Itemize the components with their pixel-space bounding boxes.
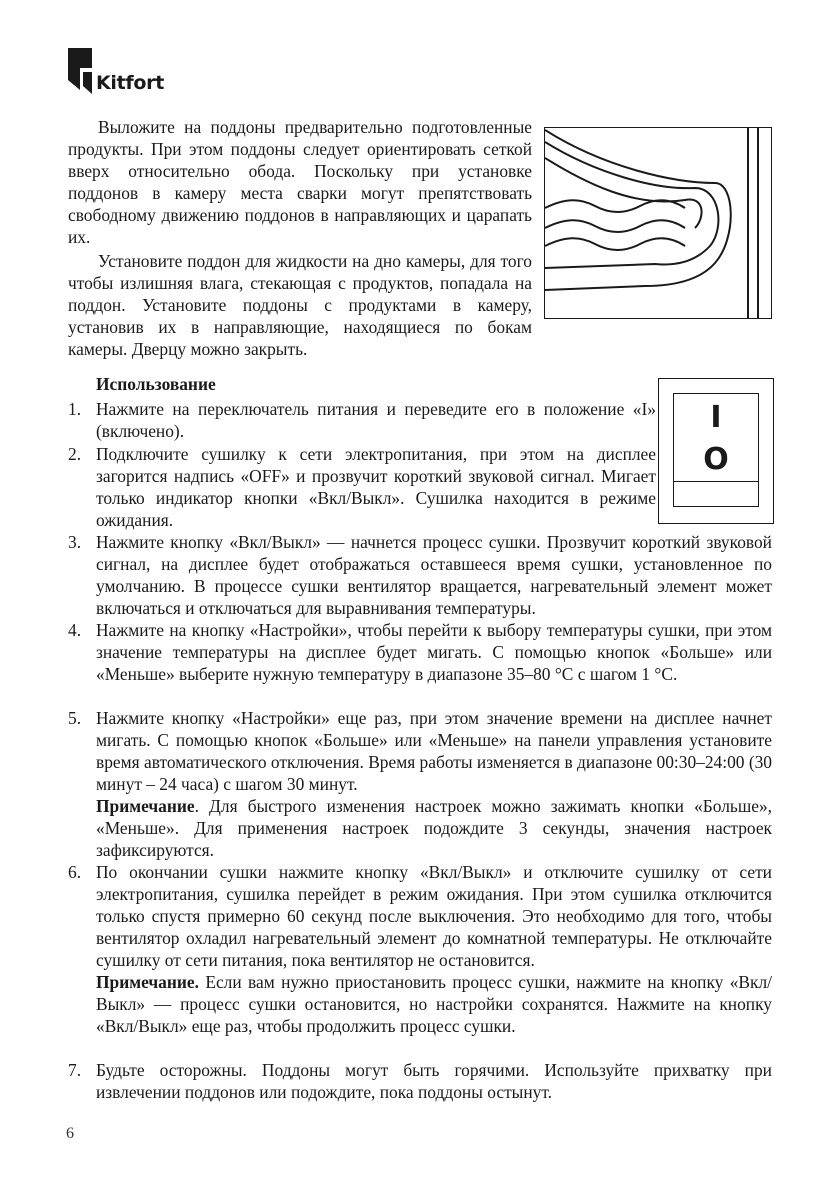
switch-off-symbol: O bbox=[703, 442, 729, 477]
list-item-text: По окончании сушки нажмите кнопку «Вкл/Выкл» и отключите сушилку от сети электропитания, сушилка перейдет в режим ожидания. При этом сушилка отключится только спустя примерно 60 секунд после выключения. Это необходимо для того, чтобы вентилятор охладил нагревательный элемент до комнатной температуры. Не отключайте сушилку от сети питания, пока вентилятор не остановится. bbox=[96, 862, 772, 970]
list-item-text: Будьте осторожны. Поддоны могут быть горячими. Используйте прихватку при извлечении поддонов или подождите, пока поддоны остынут. bbox=[96, 1060, 772, 1102]
switch-on-symbol: I bbox=[710, 400, 722, 435]
note-label: Примечание. bbox=[96, 972, 199, 992]
intro-paragraph-2: Установите поддон для жидкости на дно камеры, для того чтобы излишняя влага, стекающая с продуктов, попадала на поддон. Установите поддоны с продуктами в камеру, установив их в направляющие, находящиеся по бокам камеры. Дверцу можно закрыть. bbox=[68, 251, 532, 359]
usage-heading: Использование bbox=[96, 374, 216, 394]
tray-drawing-icon bbox=[545, 128, 771, 318]
list-number: 4. bbox=[68, 620, 82, 640]
list-item-text: Нажмите кнопку «Настройки» еще раз, при этом значение времени на дисплее начнет мигать. С помощью кнопок «Больше» или «Меньше» на панели управления установите время автоматического отключения. Время работы изменяется в диапазоне 00:30–24:00 (30 минут – 24 часа) с шагом 30 минут. bbox=[96, 708, 772, 794]
note bbox=[96, 971, 772, 1037]
switch-body bbox=[673, 393, 759, 507]
list-number: 3. bbox=[68, 532, 82, 552]
power-switch-illustration bbox=[658, 378, 774, 524]
list-number: 5. bbox=[68, 708, 82, 728]
note-text: Если вам нужно приостановить процесс сушки, нажмите на кнопку «Вкл/Выкл» — процесс сушки остановится, но настройки сохранятся. Нажмите на кнопку «Вкл/Выкл» еще раз, чтобы продолжить процесс сушки. bbox=[96, 972, 772, 1036]
list-number: 7. bbox=[68, 1060, 82, 1080]
list-number: 6. bbox=[68, 862, 82, 882]
list-number: 1. bbox=[68, 399, 82, 419]
note-text: . Для быстрого изменения настроек можно зажимать кнопки «Больше», «Меньше». Для применения настроек подождите 3 секунды, значения настроек зафиксируются. bbox=[96, 796, 772, 860]
list-item-text: Нажмите на переключатель питания и переведите его в положение «I» (включено). bbox=[96, 399, 656, 441]
list-number: 2. bbox=[68, 444, 82, 464]
intro-paragraph-1: Выложите на поддоны предварительно подготовленные продукты. При этом поддоны следует ориентировать сеткой вверх относительно обода. Поскольку при установке поддонов в камеру места сварки могут препятствовать свободному движению поддонов в направляющих и царапать их. bbox=[68, 117, 532, 247]
page-number: 6 bbox=[66, 1125, 74, 1142]
list-item-text: Нажмите кнопку «Вкл/Выкл» — начнется процесс сушки. Прозвучит короткий звуковой сигнал, на дисплее будет отображаться оставшееся время сушки, установленное по умолчанию. В процессе сушки вентилятор вращается, нагревательный элемент может включаться и отключаться для выравнивания температуры. bbox=[96, 532, 772, 618]
switch-divider bbox=[674, 481, 758, 482]
brand-name: Kitfort bbox=[96, 72, 164, 94]
list-item-text: Подключите сушилку к сети электропитания, при этом на дисплее загорится надпись «OFF» и прозвучит короткий звуковой сигнал. Мигает только индикатор кнопки «Вкл/Выкл». Сушилка находится в режиме ожидания. bbox=[96, 444, 656, 530]
note-label: Примечание bbox=[96, 796, 195, 816]
tray-illustration bbox=[544, 127, 772, 319]
note bbox=[96, 795, 772, 861]
list-item-text: Нажмите на кнопку «Настройки», чтобы перейти к выбору температуры сушки, при этом значение температуры на дисплее будет мигать. С помощью кнопок «Больше» или «Меньше» выберите нужную температуру в диапазоне 35–80 °С с шагом 1 °С. bbox=[96, 620, 772, 684]
